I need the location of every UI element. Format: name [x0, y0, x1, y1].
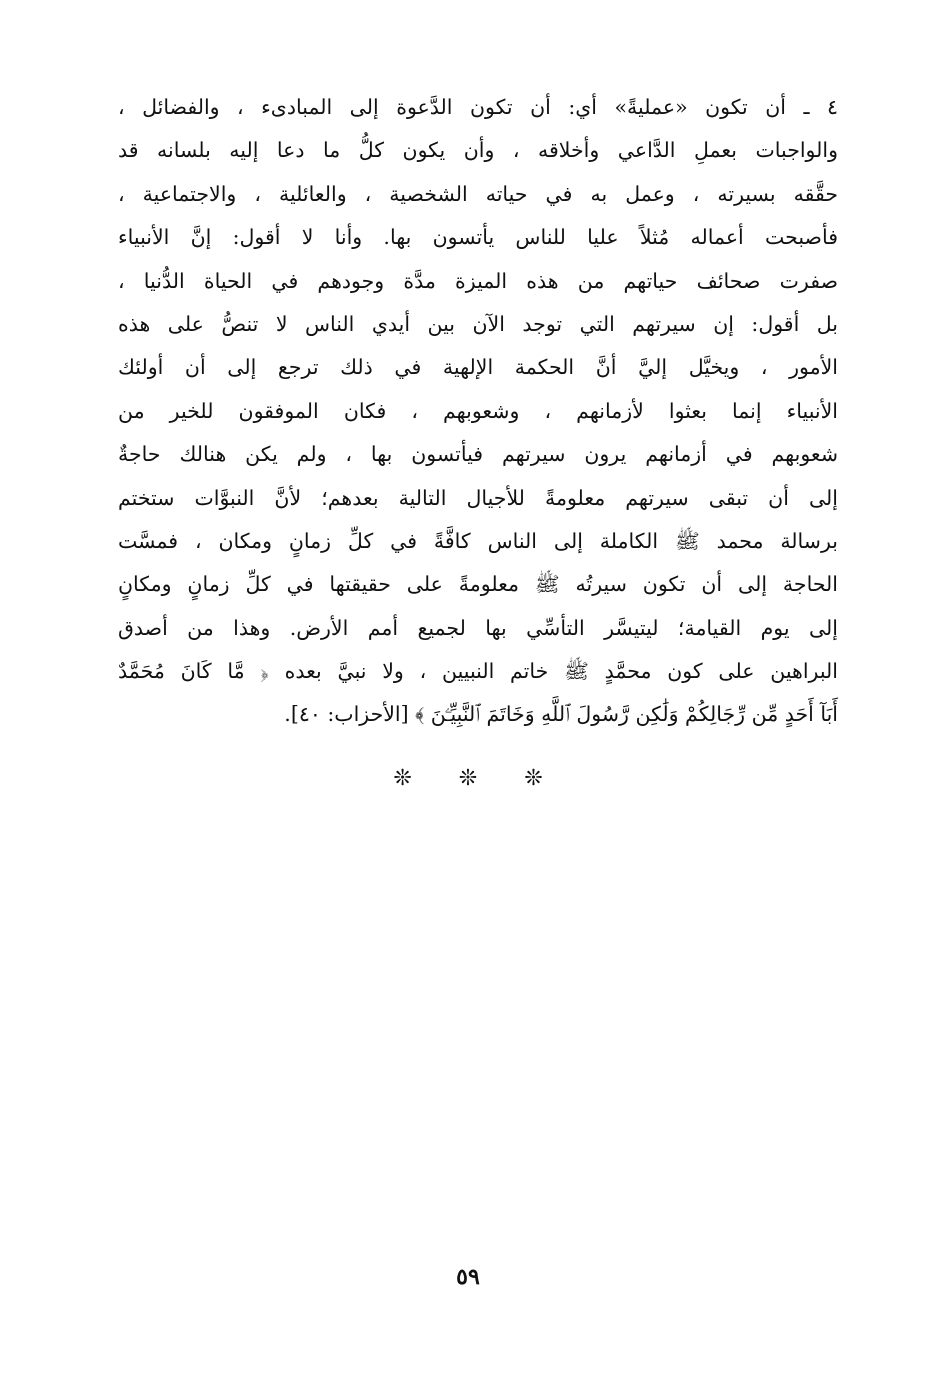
- text-line: البراهين على كون محمَّدٍ ﷺ خاتم النبيين ، ولا نبيَّ بعده ﴿ مَّا كَانَ مُحَمَّدٌ: [118, 659, 838, 684]
- separator-star-icon: ❊: [393, 766, 412, 791]
- text-line: الأنبياء إنما بعثوا لأزمانهم ، وشعوبهم ، فكان الموفقون للخير من: [118, 398, 838, 423]
- text-line: والواجبات بعملِ الدَّاعي وأخلاقه ، وأن يكون كلُّ ما دعا إليه بلسانه قد: [118, 138, 838, 163]
- section-separator: [0, 766, 936, 791]
- separator-star-icon: ❊: [524, 766, 543, 791]
- separator-star-icon: ❊: [458, 766, 478, 791]
- text-line: الحاجة إلى أن تكون سيرتُه ﷺ معلومةً على حقيقتها في كلِّ زمانٍ ومكانٍ: [118, 572, 838, 597]
- text-line: الأمور ، ويخيَّل إليَّ أنَّ الحكمة الإلهية في ذلك ترجع إلى أن أولئك: [118, 355, 838, 380]
- page-number: ٥٩: [456, 1264, 480, 1290]
- text-line: بل أقول: إن سيرتهم التي توجد الآن بين أيدي الناس لا تنصُّ على هذه: [118, 311, 838, 336]
- text-line: فأصبحت أعماله مُثلاً عليا للناس يأتسون بها. وأنا لا أقول: إنَّ الأنبياء: [118, 225, 838, 250]
- main-paragraph: [118, 86, 838, 737]
- text-line: برسالة محمد ﷺ الكاملة إلى الناس كافَّةً في كلِّ زمانٍ ومكان ، فمسَّت: [118, 528, 838, 553]
- text-line: صفرت صحائف حياتهم من هذه الميزة مدَّة وجودهم في الحياة الدُّنيا ،: [118, 268, 838, 293]
- text-line: إلى يوم القيامة؛ ليتيسَّر التأسِّي بها لجميع أمم الأرض. وهذا من أصدق: [118, 615, 838, 640]
- text-line: شعوبهم في أزمانهم يرون سيرتهم فيأتسون بها ، ولم يكن هنالك حاجةٌ: [118, 442, 838, 467]
- text-line: حقَّقه بسيرته ، وعمل به في حياته الشخصية ، والعائلية ، والاجتماعية ،: [118, 181, 838, 206]
- text-line: إلى أن تبقى سيرتهم معلومةً للأجيال التالية بعدهم؛ لأنَّ النبوَّات ستختم: [118, 485, 838, 510]
- text-line-quran-citation: أَبَآ أَحَدٍ مِّن رِّجَالِكُمْ وَلَٰكِن رَّسُولَ ٱللَّهِ وَخَاتَمَ ٱلنَّبِيِّـۧنَ ﴾ [الأحزاب: ٤٠].: [284, 702, 838, 727]
- text-line: ٤ ـ أن تكون «عمليةً» أي: أن تكون الدَّعوة إلى المبادىء ، والفضائل ،: [118, 95, 838, 119]
